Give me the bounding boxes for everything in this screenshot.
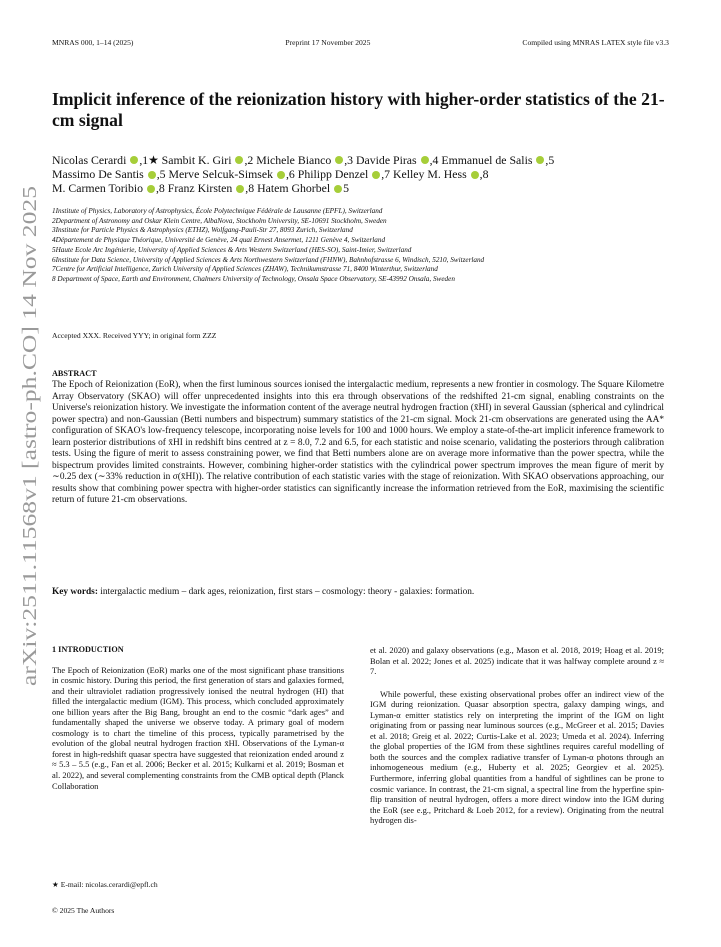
affiliation-list <box>52 207 682 285</box>
orcid-icon[interactable] <box>235 156 243 164</box>
intro-paragraph: et al. 2020) and galaxy observations (e.g., Mason et al. 2018, 2019; Hoag et al. 2019; Bolan et al. 2022; Jones et al. 2025) indicate that it was halfway complete around z ≈ 7. <box>370 645 664 677</box>
affiliation: 7Centre for Artificial Intelligence, Zurich University of Applied Sciences (ZHAW), Technikumstrasse 71, 8400 Winterthur, Switzerland <box>52 265 438 274</box>
section-heading: 1 INTRODUCTION <box>52 645 124 654</box>
affiliation: 6Institute for Data Science, University of Applied Sciences & Arts Northwestern Switzerland (FHNW), Bahnhofstrasse 6, Windisch, 5210, Switzerland <box>52 255 485 264</box>
accepted-line: Accepted XXX. Received YYY; in original form ZZZ <box>52 331 217 340</box>
orcid-icon[interactable] <box>471 171 479 179</box>
affiliation: 5Haute Ecole Arc Ingénierie, University of Applied Sciences & Arts Western Switzerland (HES-SO), Saint-Imier, Switzerland <box>52 245 412 254</box>
author-list <box>52 153 672 196</box>
affiliation: 2Department of Astronomy and Oskar Klein Centre, AlbaNova, Stockholm University, SE-10691 Stockholm, Sweden <box>52 216 387 225</box>
intro-paragraph: The Epoch of Reionization (EoR) marks one of the most significant phase transitions in cosmic history. During this period, the first generation of stars and galaxies formed, and their ultraviolet radiation progressively ionised the neutral hydrogen (HI) that filled the intergalactic medium (IGM). This process, which concluded approximately one billion years after the Big Bang, brought an end to the cosmic “dark ages” and fundamentally shaped the universe we observe today. A primary goal of modern cosmology is to chart the timeline of this process, typically parametrised by the evolution of the global neutral hydrogen fraction x̄HI. Observations of the Lyman-α forest in high-redshift quasar spectra have suggested that reionization ended around z ≈ 5.3 – 5.5 (e.g., Fan et al. 2006; Becker et al. 2015; Kulkarni et al. 2019; Bosman et al. 2022), and several complementing constraints from the CMB optical depth (Planck Collaboration <box>52 664 344 791</box>
orcid-icon[interactable] <box>536 156 544 164</box>
abstract-text: The Epoch of Reionization (EoR), when the first luminous sources ionised the intergalactic medium, represents a new frontier in cosmology. The Square Kilometre Array Observatory (SKAO) will offer unprecedented insights into this era through observations of the redshifted 21-cm signal, enabling constraints on the Universe's reionization history. We investigate the information content of the average neutral hydrogen fraction (x̄HI) in several Gaussian (spherical and cylindrical power spectra) and non-Gaussian (Betti numbers and bispectrum) summary statistics of the 21-cm signal. Mock 21-cm observations are generated using the AA* configuration of SKAO's low-frequency telescope, incorporating noise levels for 100 and 1000 hours. We employ a state-of-the-art implicit inference framework to learn posterior distributions of x̄HI in redshift bins centred at z = 8.0, 7.2 and 6.5, for each statistic and noise scenario, validating the posteriors through calibration tests. Using the figure of merit to assess constraining power, we find that Betti numbers alone are on average more informative than the power spectra, while the bispectrum provides limited constraints. However, combining higher-order statistics with the cylindrical power spectrum improves the mean figure of merit by ∼0.25 dex (∼33% reduction in σ(x̄HI)). The relative contribution of each statistic varies with the stage of reionization. With SKAO observations approaching, our results show that combining power spectra with higher-order statistics can significantly increase the information retrieved from the EoR, maximising the scientific return of future 21-cm observations. <box>52 380 664 505</box>
affiliation: 1Institute of Physics, Laboratory of Astrophysics, École Polytechnique Fédérale de Lausanne (EPFL), Switzerland <box>52 207 383 215</box>
keywords-label: Key words: <box>52 587 98 597</box>
orcid-icon[interactable] <box>130 156 138 164</box>
header-preprint-date: Preprint 17 November 2025 <box>285 38 371 47</box>
column-left <box>52 645 344 791</box>
email-footnote: ★ E-mail: nicolas.cerardi@epfl.ch <box>52 880 158 889</box>
orcid-icon[interactable] <box>147 185 155 193</box>
orcid-icon[interactable] <box>335 156 343 164</box>
copyright-line: © 2025 The Authors <box>52 906 115 915</box>
orcid-icon[interactable] <box>372 171 380 179</box>
orcid-icon[interactable] <box>148 171 156 179</box>
arxiv-stamp-text: arXiv:2511.11568v1 [astro-ph.CO] 14 Nov 2025 <box>19 285 41 686</box>
keywords-text: intergalactic medium – dark ages, reionization, first stars – cosmology: theory - galaxies: formation. <box>100 587 475 597</box>
author-line: Nicolas Cerardi ,1★ Sambit K. Giri ,2 Michele Bianco ,3 Davide Piras ,4 Emmanuel de Salis ,5 <box>52 153 555 167</box>
affiliation: 4Département de Physique Théorique, Université de Genève, 24 quai Ernest Ansermet, 1211 Genève 4, Switzerland <box>52 236 386 245</box>
running-header <box>52 38 669 47</box>
intro-paragraph: While powerful, these existing observational probes offer an indirect view of the IGM during reionization. Quasar absorption spectra, galaxy damping wings, and Lyman-α emitter statistics rely on interpreting the imprint of the IGM on light originating from or passing near luminous sources (e.g., McGreer et al. 2015; Davies et al. 2018; Greig et al. 2022; Curtis-Lake et al. 2023; Umeda et al. 2024). Inferring the global properties of the IGM from these sightlines requires careful modelling of both the sources and the complex radiative transfer of Lyman-α photons through an inhomogeneous medium (e.g., Huberty et al. 2025; Georgiev et al. 2025). Furthermore, inferring global quantities from a handful of sightlines can be prone to cosmic variance. In contrast, the 21-cm signal, a spectral line from the hyperfine spin-flip transition of neutral hydrogen, offers a more direct window into the IGM during the EoR (see e.g., Pritchard & Loeb 2012, for a review). Originating from the neutral hydrogen dis- <box>370 688 664 826</box>
orcid-icon[interactable] <box>334 185 342 193</box>
author-line: M. Carmen Toribio ,8 Franz Kirsten ,8 Hatem Ghorbel 5 <box>52 181 349 196</box>
affiliation: 3Institute for Particle Physics & Astrophysics (ETHZ), Wolfgang-Pauli-Str 27, 8093 Zurich, Switzerland <box>52 226 353 235</box>
arxiv-stamp <box>6 186 46 686</box>
abstract-heading: ABSTRACT <box>52 369 97 378</box>
author-line: Massimo De Santis ,5 Merve Selcuk-Simsek ,6 Philipp Denzel ,7 Kelley M. Hess ,8 <box>52 167 489 182</box>
orcid-icon[interactable] <box>277 171 285 179</box>
paper-title: Implicit inference of the reionization history with higher-order statistics of the 21-cm signal <box>52 89 665 130</box>
affiliation: 8 Department of Space, Earth and Environment, Chalmers University of Technology, Onsala Space Observatory, SE-43992 Onsala, Sweden <box>52 274 455 283</box>
orcid-icon[interactable] <box>421 156 429 164</box>
header-style-note: Compiled using MNRAS LATEX style file v3.3 <box>522 38 669 47</box>
orcid-icon[interactable] <box>236 185 244 193</box>
column-right <box>370 645 664 826</box>
header-journal: MNRAS 000, 1–14 (2025) <box>52 38 134 47</box>
keywords <box>52 587 664 597</box>
